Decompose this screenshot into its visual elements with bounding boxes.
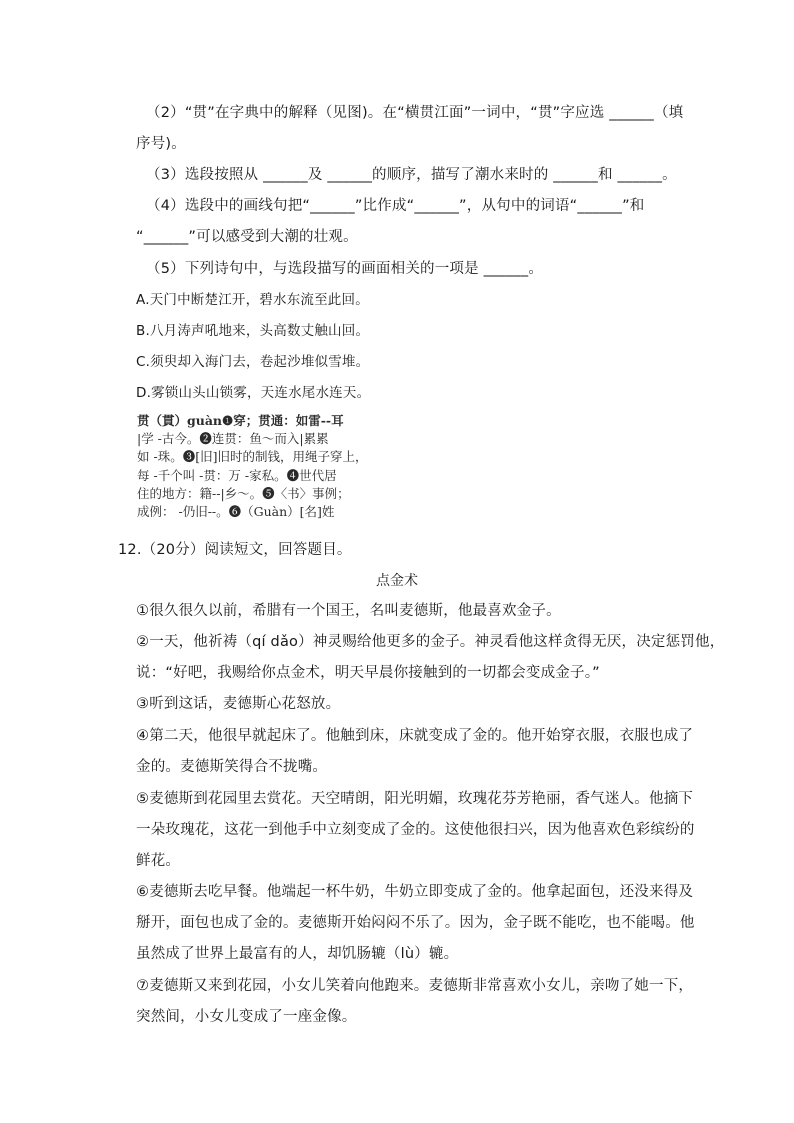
paragraph-5-cont2: 鲜花。 [136, 853, 181, 869]
option-b: B.八月涛声吼地来，头高数丈触山回。 [136, 323, 370, 339]
paragraph-2-cont: 说：“好吧，我赐给你点金术，明天早晨你接触到的一切都会变成金子。” [136, 665, 600, 681]
option-a: A.天门中断楚江开，碧水东流至此回。 [136, 292, 369, 308]
option-d: D.雾锁山头山锁雾，天连水尾水连天。 [136, 385, 371, 401]
paragraph-6-cont2: 虽然成了世界上最富有的人，却饥肠辘（lù）辘。 [136, 946, 459, 962]
question-4-cont: “______”可以感受到大潮的壮观。 [136, 229, 358, 245]
dictionary-line: 住的地方：籍--|乡～。❺〈书〉事例； [137, 485, 350, 501]
dictionary-line: 贯（貫）guàn❶穿；贯通：如雷--耳 [137, 413, 344, 428]
paragraph-6: ⑥麦德斯去吃早餐。他端起一杯牛奶，牛奶立即变成了金的。他拿起面包，还没来得及 [136, 884, 694, 900]
question-2: （2）“贯”在字典中的解释（见图)。在“横贯江面”一词中，“贯”字应选 ______（填 [146, 105, 684, 121]
dictionary-line: 成例： -仍旧--。❻（Guàn）[名]姓 [137, 503, 335, 519]
question-4: （4）选段中的画线句把“______”比作成“______”，从句中的词语“______”和 [146, 198, 645, 214]
paragraph-5: ⑤麦德斯到花园里去赏花。天空晴朗，阳光明媚，玫瑰花芬芳艳丽，香气迷人。他摘下 [136, 791, 694, 807]
question-12-heading: 12.（20分）阅读短文，回答题目。 [118, 542, 352, 558]
dictionary-line: 每 -千个叫 -贯：万 -家私。❹世代居 [137, 467, 337, 483]
paragraph-3: ③听到这话，麦德斯心花怒放。 [136, 696, 341, 712]
question-3: （3）选段按照从 ______及 ______的顺序，描写了潮水来时的 ______和 ______。 [146, 167, 677, 183]
paragraph-1: ①很久很久以前，希腊有一个国王，名叫麦德斯，他最喜欢金子。 [136, 603, 561, 619]
dictionary-image [137, 412, 389, 521]
paragraph-6-cont: 掰开，面包也成了金的。麦德斯开始闷闷不乐了。因为，金子既不能吃，也不能喝。他 [136, 915, 695, 931]
paragraph-5-cont: 一朵玫瑰花，这花一到他手中立刻变成了金的。这使他很扫兴，因为他喜欢色彩缤纷的 [136, 822, 695, 838]
paragraph-7: ⑦麦德斯又来到花园，小女儿笑着向他跑来。麦德斯非常喜欢小女儿，亲吻了她一下， [136, 978, 694, 994]
dictionary-line: |学 -古今。❷连贯：鱼～而入|累累 [137, 431, 329, 447]
question-2-cont: 序号)。 [136, 136, 186, 152]
paragraph-4: ④第二天，他很早就起床了。他触到床，床就变成了金的。他开始穿衣服，衣服也成了 [136, 728, 694, 744]
dictionary-line: 如 -珠。❸[旧]旧时的制钱，用绳子穿上， [137, 449, 368, 465]
paragraph-2: ②一天，他祈祷（qí dǎo）神灵赐给他更多的金子。神灵看他这样贪得无厌，决定惩罚他， [136, 634, 725, 650]
passage-title: 点金术 [376, 573, 418, 589]
paragraph-4-cont: 金的。麦德斯笑得合不拢嘴。 [136, 759, 328, 775]
paragraph-7-cont: 突然间，小女儿变成了一座金像。 [136, 1009, 357, 1025]
question-5: （5）下列诗句中，与选段描写的画面相关的一项是 ______。 [146, 261, 544, 277]
option-c: C.须臾却入海门去，卷起沙堆似雪堆。 [136, 354, 370, 370]
